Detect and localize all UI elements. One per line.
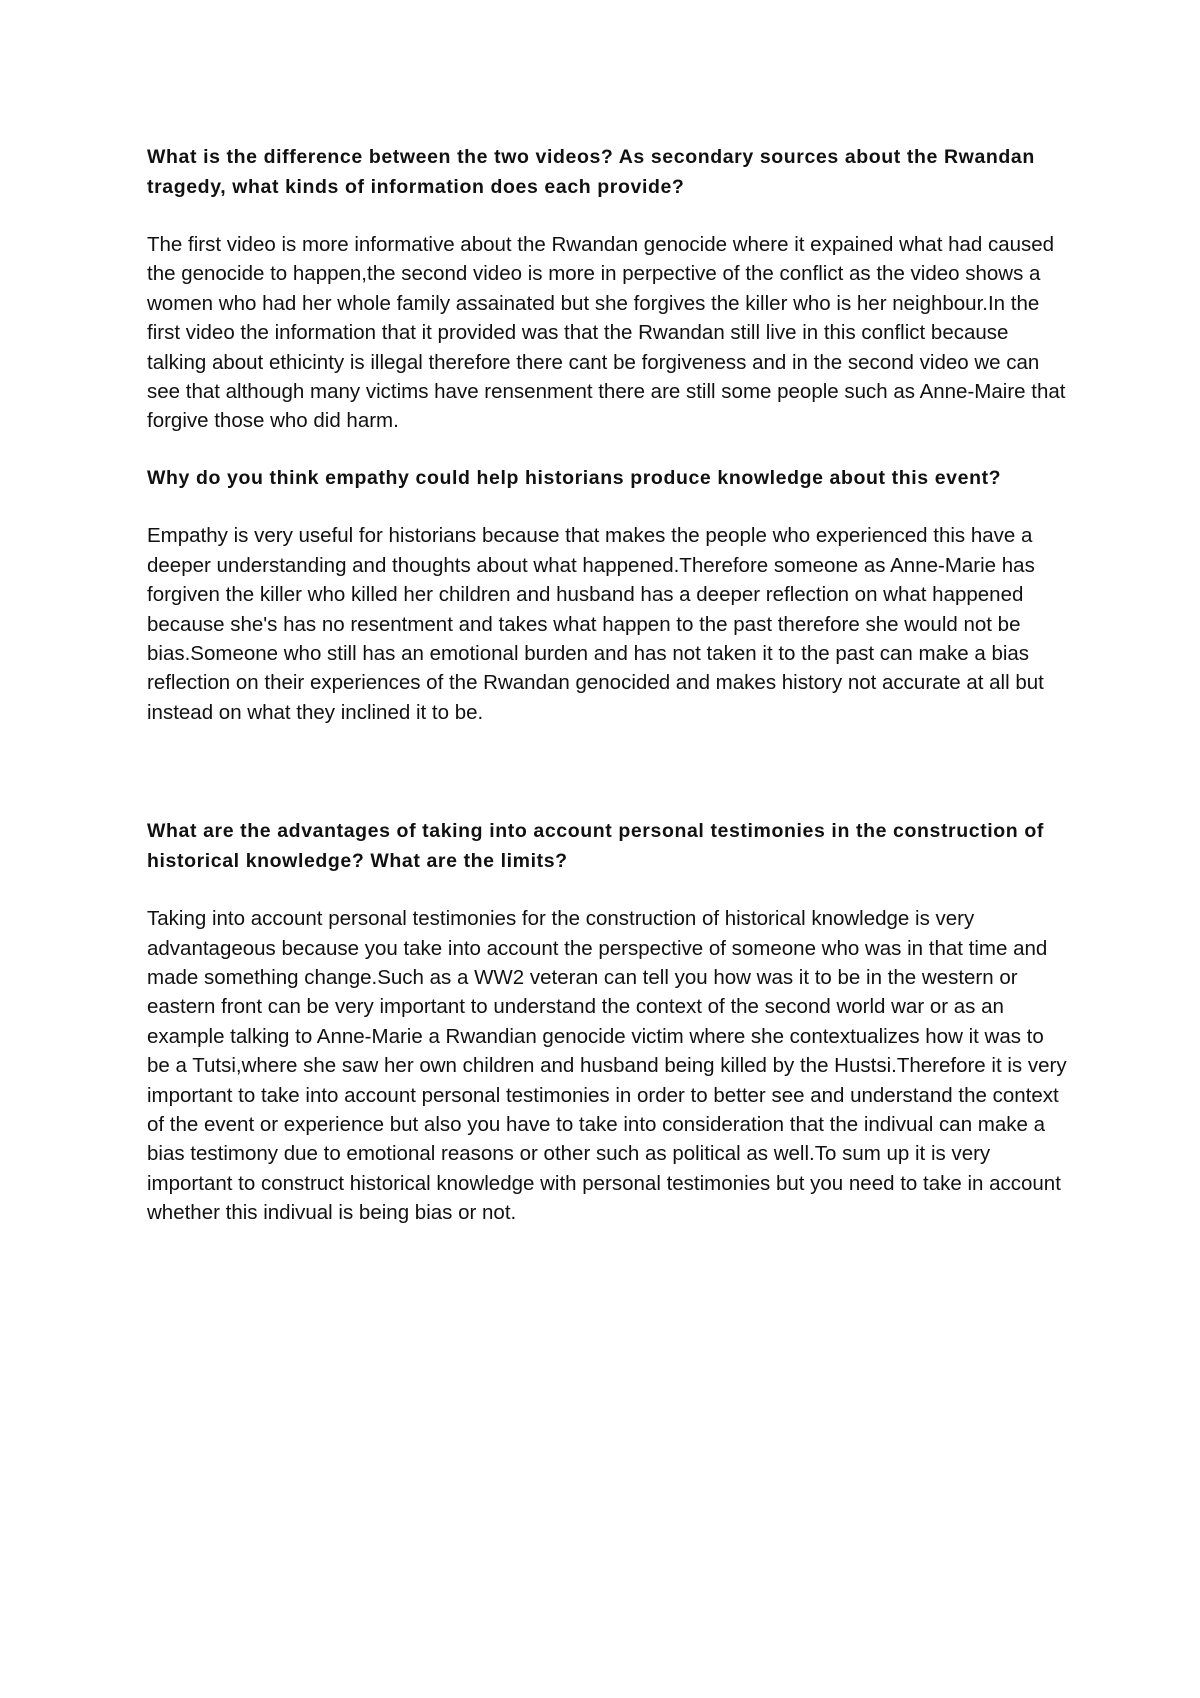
question-1-heading: What is the difference between the two videos? As secondary sources about the Rwandan tragedy, what kinds of information does each provide? [147, 146, 1035, 198]
answer-1-paragraph: The first video is more informative about the Rwandan genocide where it expained what had caused the genocide to happen,the second video is more in perpective of the conflict as the video shows a women who had her whole family assainated but she forgives the killer who is her neighbour.In the first video the information that it provided was that the Rwandan still live in this conflict because talking about ethicinty is illegal therefore there cant be forgiveness and in the second video we can see that although many victims have rensenment there are still some people such as Anne-Maire that forgive those who did harm. [147, 233, 1066, 433]
question-2-heading: Why do you think empathy could help historians produce knowledge about this event? [147, 466, 1002, 489]
answer-3-paragraph: Taking into account personal testimonies for the construction of historical knowledge is very advantageous because you take into account the perspective of someone who was in that time and made something change.Such as a WW2 veteran can tell you how was it to be in the western or eastern front can be very important to understand the context of the second world war or as an example talking to Anne-Marie a Rwandian genocide victim where she contextualizes how it was to be a Tutsi,where she saw her own children and husband being killed by the Hustsi.Therefore it is very important to take into account personal testimonies in order to better see and understand the context of the event or experience but also you have to take into consideration that the indivual can make a bias testimony due to emotional reasons or other such as political as well.To sum up it is very important to construct historical knowledge with personal testimonies but you need to take in account whether this indivual is being bias or not. [147, 907, 1067, 1225]
question-3-heading: What are the advantages of taking into account personal testimonies in the construction of historical knowledge? What are the limits? [147, 820, 1044, 872]
document-body [147, 143, 1067, 1228]
answer-2-paragraph: Empathy is very useful for historians because that makes the people who experienced this have a deeper understanding and thoughts about what happened.Therefore someone as Anne-Marie has forgiven the killer who killed her children and husband has a deeper reflection on what happened because she's has no resentment and takes what happen to the past therefore she would not be bias.Someone who still has an emotional burden and has not taken it to the past can make a bias reflection on their experiences of the Rwandan genocided and makes history not accurate at all but instead on what they inclined it to be. [147, 524, 1044, 724]
